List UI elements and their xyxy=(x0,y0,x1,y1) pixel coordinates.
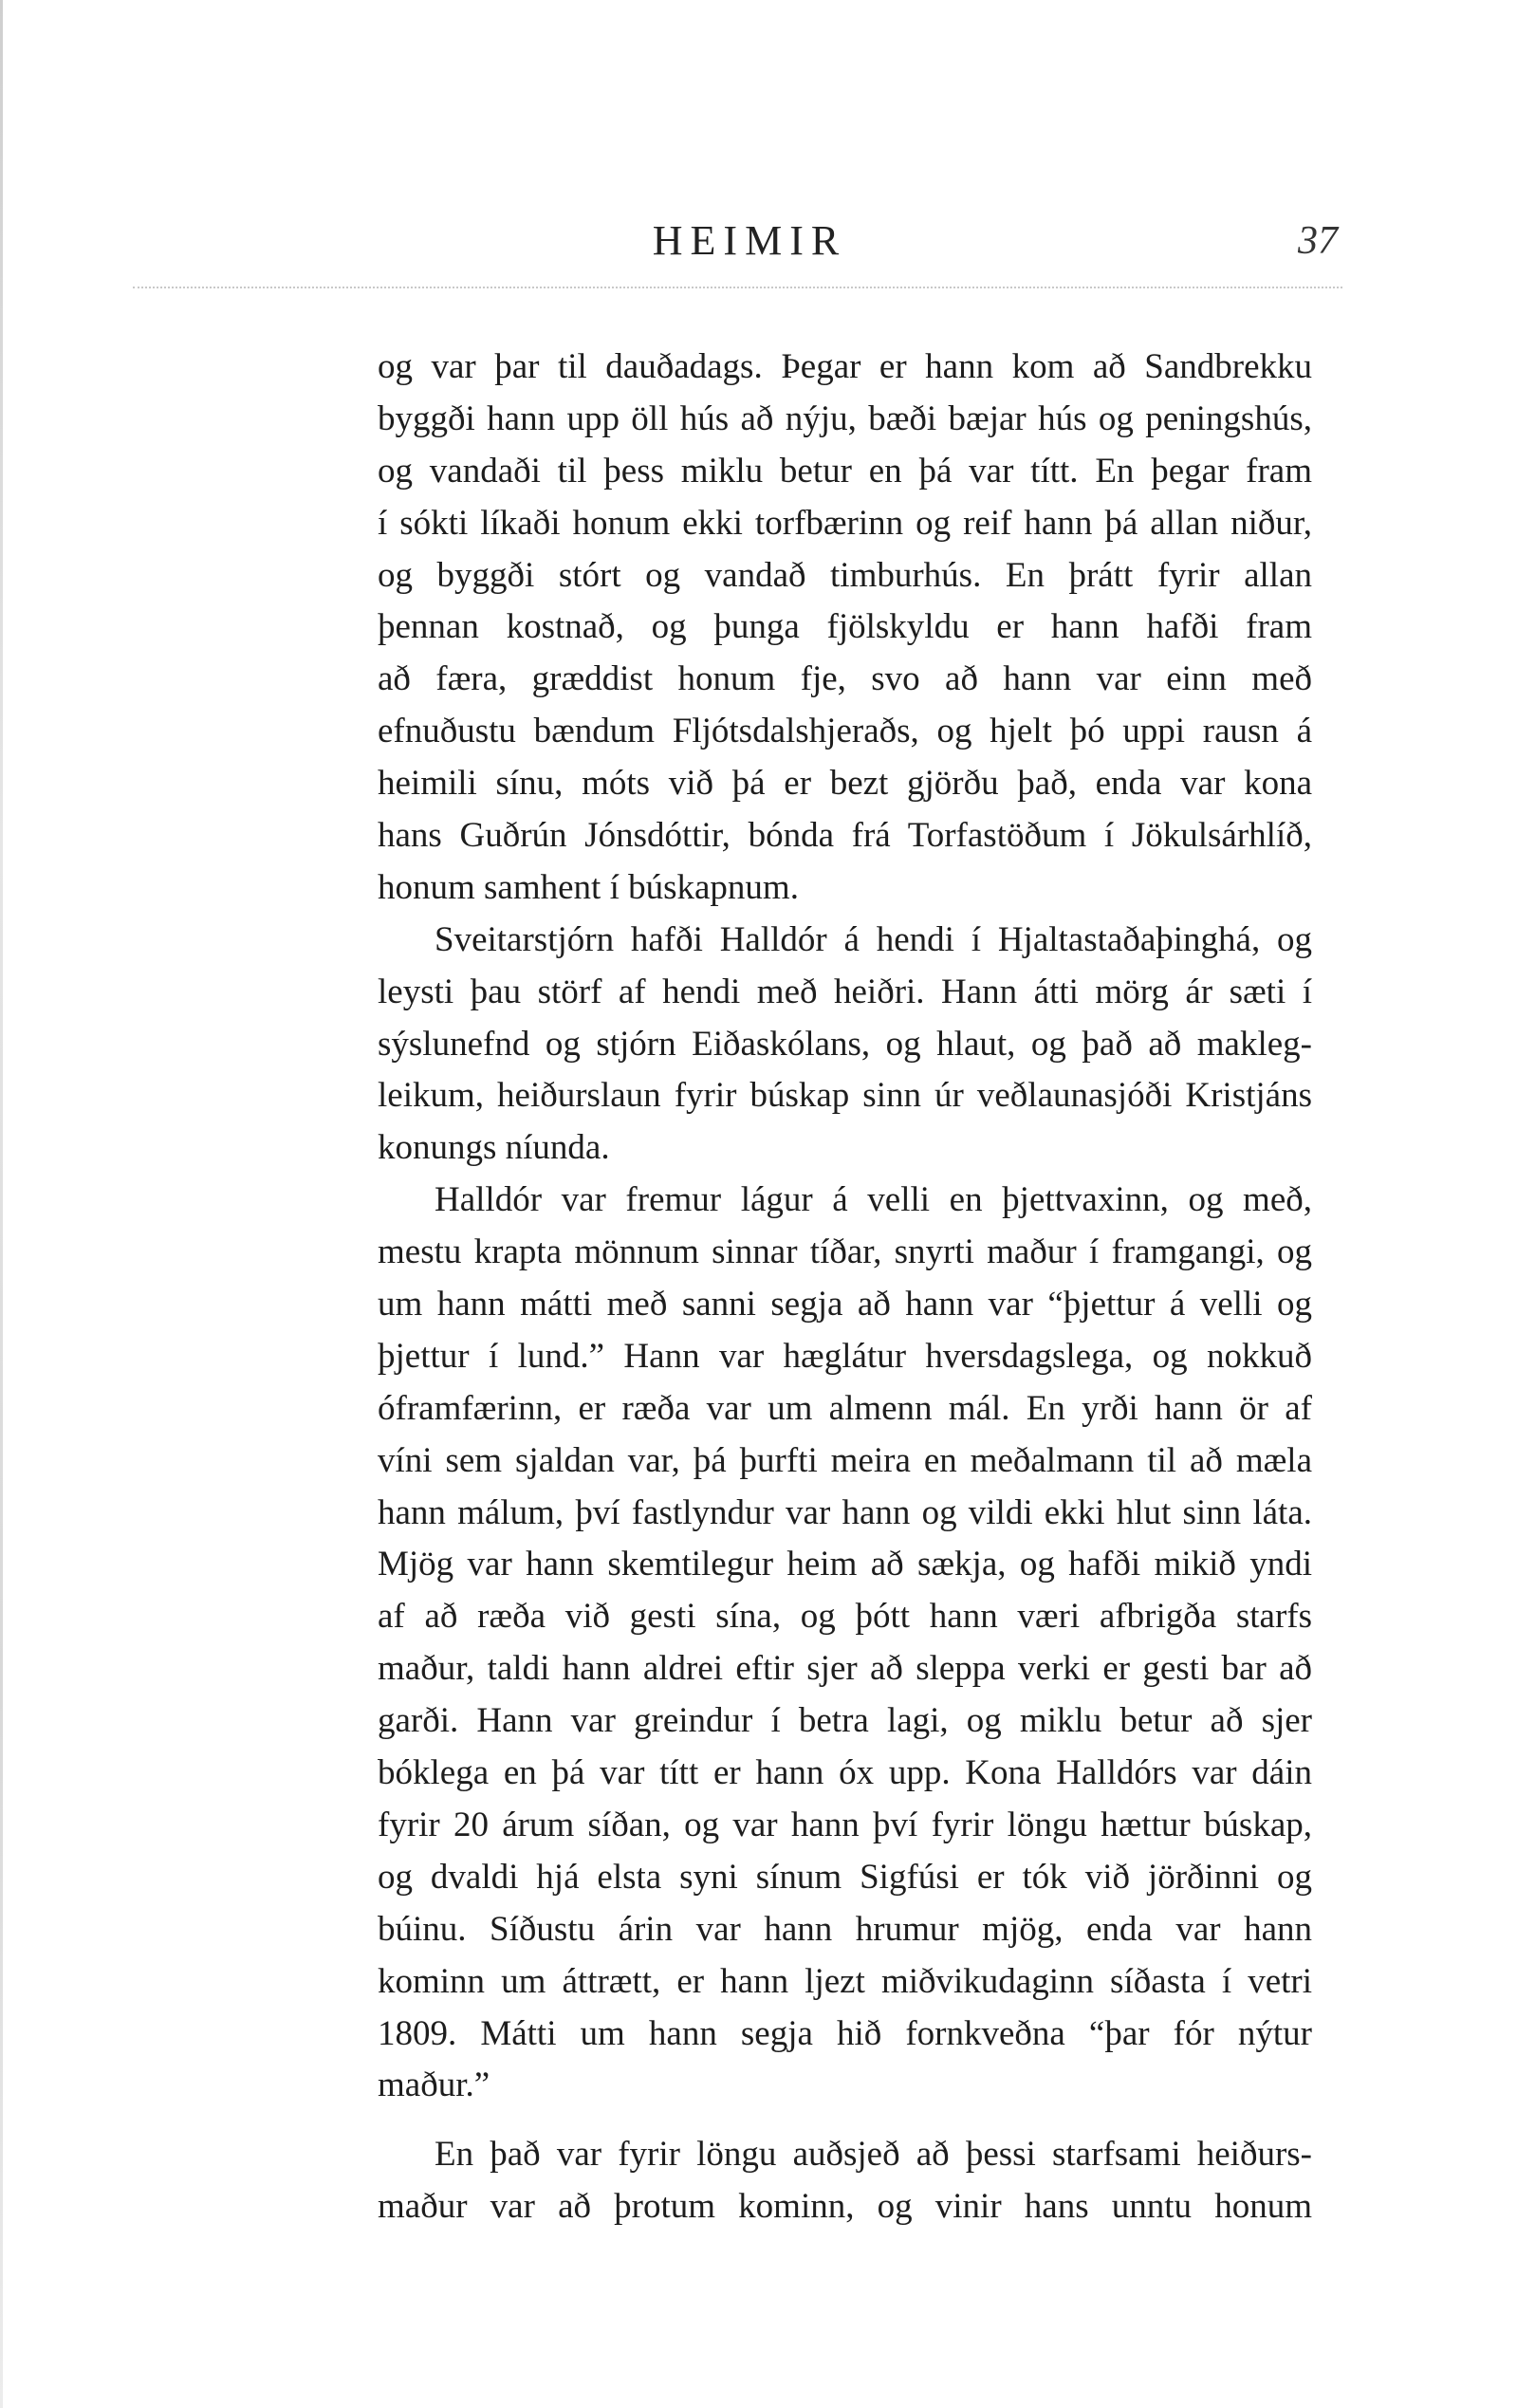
text-line: leikum, heiðurslaun fyrir búskap sinn úr veðlaunasjóði Kristjáns xyxy=(378,1076,1312,1116)
running-head xyxy=(142,216,1338,283)
text-line: honum samhent í búskapnum. xyxy=(378,867,799,907)
text-line: konungs níunda. xyxy=(378,1128,610,1168)
paragraph-gap xyxy=(378,2112,1312,2129)
text-line: 1809. Mátti um hann segja hið fornkveðna “þar fór nýtur xyxy=(378,2013,1312,2053)
text-line: heimili sínu, móts við þá er bezt gjörðu það, enda var kona xyxy=(378,764,1312,804)
text-line: efnuðustu bændum Fljótsdalshjeraðs, og hjelt þó uppi rausn á xyxy=(378,712,1312,751)
paragraph-start-line: En það var fyrir löngu auðsjeð að þessi starfsami heiðurs- xyxy=(435,2135,1312,2175)
text-line: maður, taldi hann aldrei eftir sjer að sleppa verki er gesti bar að xyxy=(378,1649,1312,1689)
text-line: kominn um áttrætt, er hann ljezt miðvikudaginn síðasta í vetri xyxy=(378,1961,1312,2001)
text-line: maður var að þrotum kominn, og vinir hans unntu honum xyxy=(378,2187,1312,2227)
text-line: um hann mátti með sanni segja að hann var “þjettur á velli og xyxy=(378,1285,1312,1324)
text-line: þjettur í lund.” Hann var hæglátur hversdagslega, og nokkuð xyxy=(378,1336,1312,1376)
text-line: búinu. Síðustu árin var hann hrumur mjög, enda var hann xyxy=(378,1909,1312,1949)
text-line: í sókti líkaði honum ekki torfbærinn og reif hann þá allan niður, xyxy=(378,503,1312,543)
text-line: óframfærinn, er ræða var um almenn mál. En yrði hann ör af xyxy=(378,1388,1312,1428)
text-line: og dvaldi hjá elsta syni sínum Sigfúsi er tók við jörðinni og xyxy=(378,1857,1312,1897)
text-line: sýslunefnd og stjórn Eiðaskólans, og hlaut, og það að makleg- xyxy=(378,1024,1312,1064)
text-line: víni sem sjaldan var, þá þurfti meira en meðalmann til að mæla xyxy=(378,1440,1312,1480)
text-line: fyrir 20 árum síðan, og var hann því fyrir löngu hættur búskap, xyxy=(378,1805,1312,1844)
text-line: Mjög var hann skemtilegur heim að sækja, og hafði mikið yndi xyxy=(378,1545,1312,1584)
running-head-title: HEIMIR xyxy=(652,217,847,264)
body-text xyxy=(378,342,1312,2233)
text-line: maður.” xyxy=(378,2065,490,2105)
paragraph-start-line: Sveitarstjórn hafði Halldór á hendi í Hjaltastaðaþinghá, og xyxy=(435,919,1312,959)
scan-edge-shadow xyxy=(0,0,3,2408)
text-line: byggði hann upp öll hús að nýju, bæði bæjar hús og peningshús, xyxy=(378,398,1312,438)
text-line: að færa, græddist honum fje, svo að hann var einn með xyxy=(378,659,1312,699)
text-line: og byggði stórt og vandað timburhús. En þrátt fyrir allan xyxy=(378,555,1312,595)
text-line: hann málum, því fastlyndur var hann og vildi ekki hlut sinn láta. xyxy=(378,1492,1312,1532)
header-rule xyxy=(133,287,1342,288)
paragraph-start-line: Halldór var fremur lágur á velli en þjettvaxinn, og með, xyxy=(435,1180,1312,1220)
text-line: þennan kostnað, og þunga fjölskyldu er hann hafði fram xyxy=(378,607,1312,647)
text-line: hans Guðrún Jónsdóttir, bónda frá Torfastöðum í Jökulsárhlíð, xyxy=(378,816,1312,856)
page-number: 37 xyxy=(1298,219,1338,263)
text-line: leysti þau störf af hendi með heiðri. Hann átti mörg ár sæti í xyxy=(378,972,1312,1011)
text-line: og var þar til dauðadags. Þegar er hann kom að Sandbrekku xyxy=(378,347,1312,386)
text-line: og vandaði til þess miklu betur en þá var títt. En þegar fram xyxy=(378,451,1312,491)
text-line: af að ræða við gesti sína, og þótt hann væri afbrigða starfs xyxy=(378,1597,1312,1637)
text-line: bóklega en þá var títt er hann óx upp. Kona Halldórs var dáin xyxy=(378,1753,1312,1793)
text-line: garði. Hann var greindur í betra lagi, og miklu betur að sjer xyxy=(378,1701,1312,1741)
text-line: mestu krapta mönnum sinnar tíðar, snyrti maður í framgangi, og xyxy=(378,1232,1312,1272)
